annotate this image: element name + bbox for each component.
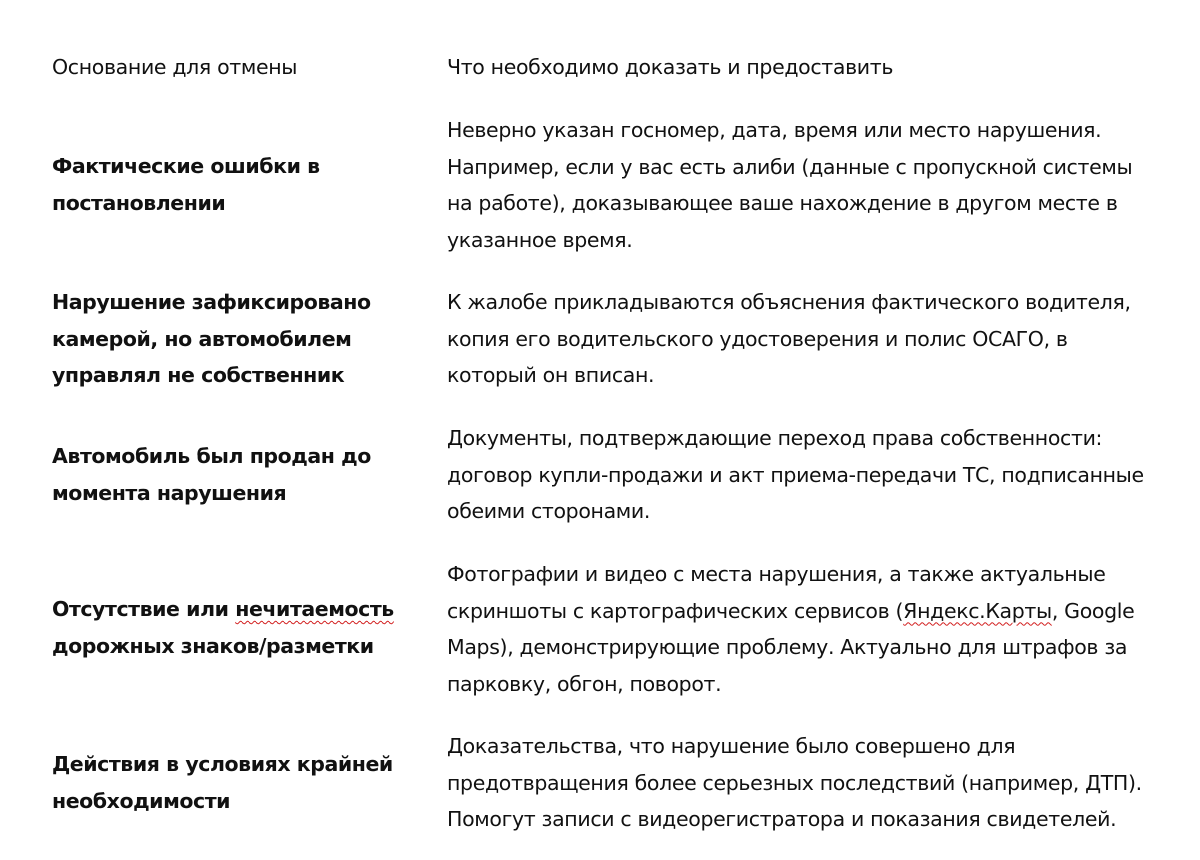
proof-line: обеими сторонами. <box>447 499 651 523</box>
reason-line: Фактические ошибки в <box>52 154 320 178</box>
reason-line: постановлении <box>52 190 226 215</box>
reason-line: Автомобиль был продан до <box>52 444 371 468</box>
table-row-1-reason <box>52 148 422 221</box>
proof-line: Фотографии и видео с места нарушения, а также актуальные <box>447 562 1106 586</box>
table-row-5-reason <box>52 746 422 819</box>
proof-line: договор купли-продажи и акт приема-передачи ТС, подписанные <box>447 462 1144 487</box>
proof-line: Неверно указан госномер, дата, время или место нарушения. <box>447 118 1102 142</box>
proof-line: который он вписан. <box>447 363 655 387</box>
reason-line: дорожных знаков/разметки <box>52 633 374 658</box>
proof-line: указанное время. <box>447 227 633 252</box>
proof-line <box>447 593 1147 630</box>
reason-line: камерой, но автомобилем <box>52 326 352 351</box>
proof-line: на работе), доказывающее ваше нахождение в другом месте в <box>447 191 1118 215</box>
proof-line: Доказательства, что нарушение было совершено для <box>447 734 1016 758</box>
reason-text: Отсутствие или <box>52 597 236 621</box>
proof-line: Например, если у вас есть алиби (данные с пропускной системы <box>447 154 1133 179</box>
proof-line: предотвращения более серьезных последствий (например, ДТП). <box>447 770 1142 795</box>
proof-line: Maps), демонстрирующие проблему. Актуально для штрафов за <box>447 635 1128 659</box>
table-row-4-reason <box>52 591 422 664</box>
header-reason-text: Основание для отмены <box>52 55 298 79</box>
table-row-5-proof <box>447 728 1147 838</box>
proof-line: Документы, подтверждающие переход права собственности: <box>447 426 1103 450</box>
reason-line: управлял не собственник <box>52 363 345 387</box>
spellcheck-flagged-word[interactable]: Яндекс.Карты <box>903 598 1052 623</box>
table-row-3-proof <box>447 420 1147 530</box>
table-row-4-proof <box>447 556 1147 702</box>
reason-line: Действия в условиях крайней <box>52 752 393 776</box>
spellcheck-flagged-word[interactable]: нечитаемость <box>235 597 394 621</box>
proof-line: парковку, обгон, поворот. <box>447 671 722 696</box>
proof-text: , Google <box>1051 598 1135 623</box>
proof-line: Помогут записи с видеорегистратора и показания свидетелей. <box>447 807 1117 831</box>
header-proof-text: Что необходимо доказать и предоставить <box>447 55 894 79</box>
column-header-reason <box>52 49 422 86</box>
reason-line: необходимости <box>52 788 231 813</box>
table-row-2-reason <box>52 284 422 394</box>
table-row-1-proof <box>447 112 1147 258</box>
proof-text: скриншоты с картографических сервисов ( <box>447 598 904 623</box>
reason-line <box>52 591 422 628</box>
proof-line: копия его водительского удостоверения и полис ОСАГО, в <box>447 326 1068 351</box>
column-header-proof <box>447 49 1147 86</box>
reason-line: момента нарушения <box>52 480 287 505</box>
table-row-2-proof <box>447 284 1147 394</box>
reason-line: Нарушение зафиксировано <box>52 290 371 314</box>
table-row-3-reason <box>52 438 422 511</box>
proof-line: К жалобе прикладываются объяснения фактического водителя, <box>447 290 1131 314</box>
